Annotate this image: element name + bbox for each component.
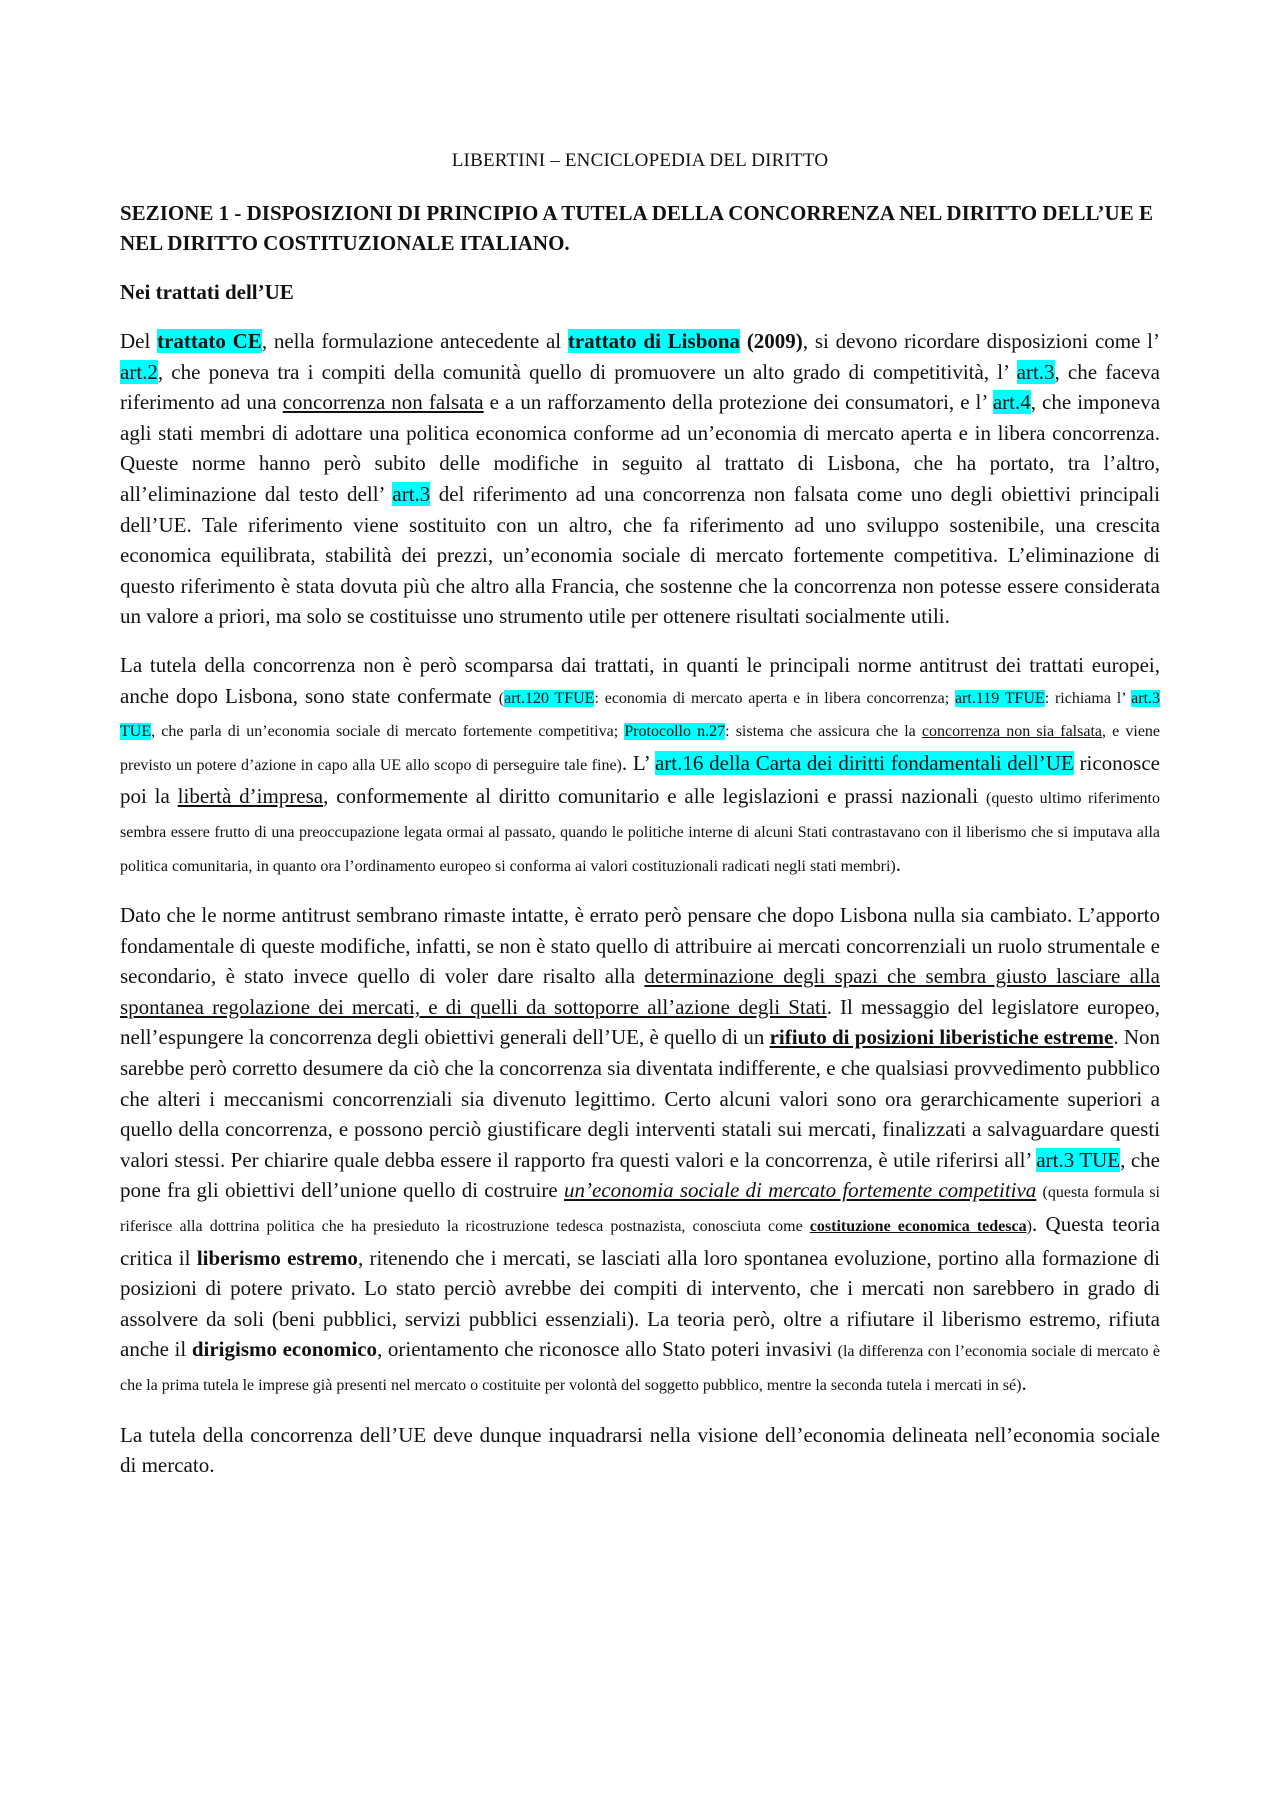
text-run: , che poneva tra i compiti della comunità quello di promuovere un alto grado di competitività, l’ (157, 359, 1017, 384)
text-run: Dato che le norme antitrust sembrano rimaste intatte, è errato però pensare che dopo Lisbona nulla sia cambiato. L’apporto fondamentale di queste modifiche, infatti, se non è stato quello di attribuire ai mercati concorrenziali un ruolo strumentale e secondario, è stato invece quello di voler dare risalto alla (120, 903, 1160, 989)
note-run: ) (1026, 1218, 1032, 1236)
highlight-art3-tue: art.3 TUE (120, 689, 1161, 741)
note-run: , e viene previsto un potere d’azione in capo alla UE allo scopo di perseguire tale fine) (120, 723, 1161, 774)
bold-dirigismo-economico: dirigismo economico (191, 1337, 378, 1362)
text-run: , conformemente al diritto comunitario e alle legislazioni e prassi nazionali (323, 784, 986, 809)
text-run: , che pone fra gli obiettivi dell’unione quello di costruire (120, 1147, 1160, 1203)
bold-liberismo-estremo: liberismo estremo (196, 1245, 358, 1270)
highlight-art4: art.4 (992, 390, 1031, 415)
note-run: (questo ultimo riferimento sembra essere frutto di una preoccupazione legata ormai al passato, quando le politiche interne di alcuni Stati contrastavano con il liberismo che si imputava alla politica comunitaria, in quanto ora l’ordinamento europeo si conforma ai valori costituzionali radicati negli stati membri) (120, 790, 1161, 875)
text-run: . Non sarebbe però corretto desumere da ciò che la concorrenza sia diventata indifferente, e che qualsiasi provvedimento pubblico che alteri i meccanismi concorrenziali sia divenuto legittimo. Certo alcuni valori sono ora gerarchicamente superiori a quello della concorrenza, e possono perciò giustificare degli interventi statali sui mercati, finalizzati a salvaguardare questi valori stessi. Per chiarire quale debba essere il rapporto fra questi valori e la concorrenza, è utile riferirsi all’ (120, 1025, 1160, 1172)
italic-underline-economia-sociale: un’economia sociale di mercato fortemente competitiva (563, 1178, 1037, 1203)
section-heading: SEZIONE 1 - DISPOSIZIONI DI PRINCIPIO A TUTELA DELLA CONCORRENZA NEL DIRITTO DELL’UE E NEL DIRITTO COSTITUZIONALE ITALIANO. (120, 201, 1153, 255)
document-page (120, 150, 1160, 1499)
note-run: : sistema che assicura che la (725, 723, 922, 741)
text-run: , che imponeva agli stati membri di adottare una politica economica conforme ad un’economia di mercato aperta e in libera concorrenza. Queste norme hanno però subito delle modifiche in seguito al trattato di Lisbona, che ha portato, tra l’altro, all’eliminazione dal testo dell’ (120, 390, 1161, 506)
underline-liberta-impresa: libertà d’impresa (177, 784, 324, 809)
text-run: e a un rafforzamento della protezione dei consumatori, e l’ (483, 390, 993, 415)
paragraph-3 (120, 900, 1160, 1402)
highlight-art2: art.2 (120, 359, 158, 384)
text-run: . (1021, 1371, 1027, 1395)
highlight-art3: art.3 (1016, 359, 1055, 384)
highlight-protocollo-27: Protocollo n.27 (624, 723, 726, 741)
text-run: Del (120, 329, 158, 353)
text-run: . L’ (621, 750, 655, 775)
highlight-trattato-ce: trattato CE (157, 329, 262, 353)
paragraph-1 (120, 326, 1160, 632)
text-run: del riferimento ad una concorrenza non falsata come uno degli obiettivi principali dell’UE. Tale riferimento viene sostituito con un altro, che fa riferimento ad uno sviluppo sostenibile, una crescita economica equilibrata, stabilità dei prezzi, un’economia sociale di mercato fortemente competitiva. L’eliminazione di questo riferimento è stata dovuta più che altro alla Francia, che sostenne che la concorrenza non potesse essere considerata un valore a priori, ma solo se costituisse uno strumento utile per ottenere risultati socialmente utili. (120, 481, 1160, 629)
document-title: LIBERTINI – ENCICLOPEDIA DEL DIRITTO (451, 150, 829, 171)
underline-concorrenza-non-sia-falsata: concorrenza non sia falsata (921, 723, 1102, 741)
paragraph-4 (120, 1420, 1160, 1481)
underline-determinazione-spazi: determinazione degli spazi che sembra giusto lasciare alla spontanea regolazione dei mercati, e di quelli da sottoporre all’azione degli Stati (120, 964, 1160, 1019)
text-run: . Il messaggio del legislatore europeo, nell’espungere la concorrenza degli obiettivi generali dell’UE, è quello di un (120, 994, 1160, 1050)
text-run: La tutela della concorrenza dell’UE deve dunque inquadrarsi nella visione dell’economia delineata nell’economia sociale di mercato. (120, 1422, 1160, 1478)
text-run: , che faceva riferimento ad una (120, 359, 1160, 415)
highlight-art3-second: art.3 (392, 481, 431, 506)
highlight-art120-tfue: art.120 TFUE (504, 689, 595, 707)
highlight-art3-tue-second: art.3 TUE (1036, 1147, 1121, 1172)
highlight-art16-carta: art.16 della Carta dei diritti fondamentali dell’UE (654, 750, 1074, 775)
bold-underline-rifiuto: rifiuto di posizioni liberistiche estreme (769, 1025, 1114, 1050)
bold-year: (2009) (740, 329, 803, 353)
highlight-trattato-lisbona: trattato di Lisbona (567, 329, 741, 353)
note-run: (questa formula si riferisce alla dottrina politica che ha presieduto la ricostruzione tedesca postnazista, conosciuta come (120, 1184, 1160, 1236)
note-run: , che parla di un’economia sociale di mercato fortemente competitiva; (151, 723, 625, 741)
paragraph-2 (120, 650, 1160, 882)
text-run: , ritenendo che i mercati, se lasciati alla loro spontanea evoluzione, portino alla formazione di posizioni di potere privato. Lo stato perciò avrebbe dei compiti di intervento, che i mercati non sarebbero in grado di assolvere da soli (beni pubblici, servizi pubblici essenziali). La teoria però, oltre a rifiutare il liberismo estremo, rifiuta anche il (120, 1245, 1160, 1362)
text-run: , si devono ricordare disposizioni come l’ (802, 329, 1161, 353)
note-run: : richiama l’ (1044, 689, 1132, 707)
text-run: . (895, 851, 902, 876)
bold-underline-costituzione-tedesca: costituzione economica tedesca (809, 1218, 1027, 1236)
text-run: La tutela della concorrenza non è però scomparsa dai trattati, in quanti le principali norme antitrust dei trattati europei, anche dopo Lisbona, sono state confermate (120, 652, 1160, 708)
text-run: , nella formulazione antecedente al (261, 329, 568, 353)
note-run: (la differenza con l’economia sociale di mercato è che la prima tutela le imprese già presenti nel mercato o costituite per volontà del soggetto pubblico, mentre la seconda tutela i mercati in sé) (120, 1343, 1160, 1394)
text-run: riconosce poi la (120, 750, 1160, 809)
note-run: : economia di mercato aperta e in libera concorrenza; (594, 689, 955, 707)
text-run: . Questa teoria critica il (120, 1212, 1161, 1270)
highlight-art119-tfue: art.119 TFUE (954, 689, 1045, 707)
text-run: , orientamento che riconosce allo Stato poteri invasivi (377, 1337, 838, 1362)
note-run: ( (498, 689, 505, 707)
underline-concorrenza-non-falsata: concorrenza non falsata (282, 390, 484, 415)
subheading: Nei trattati dell’UE (120, 280, 294, 304)
